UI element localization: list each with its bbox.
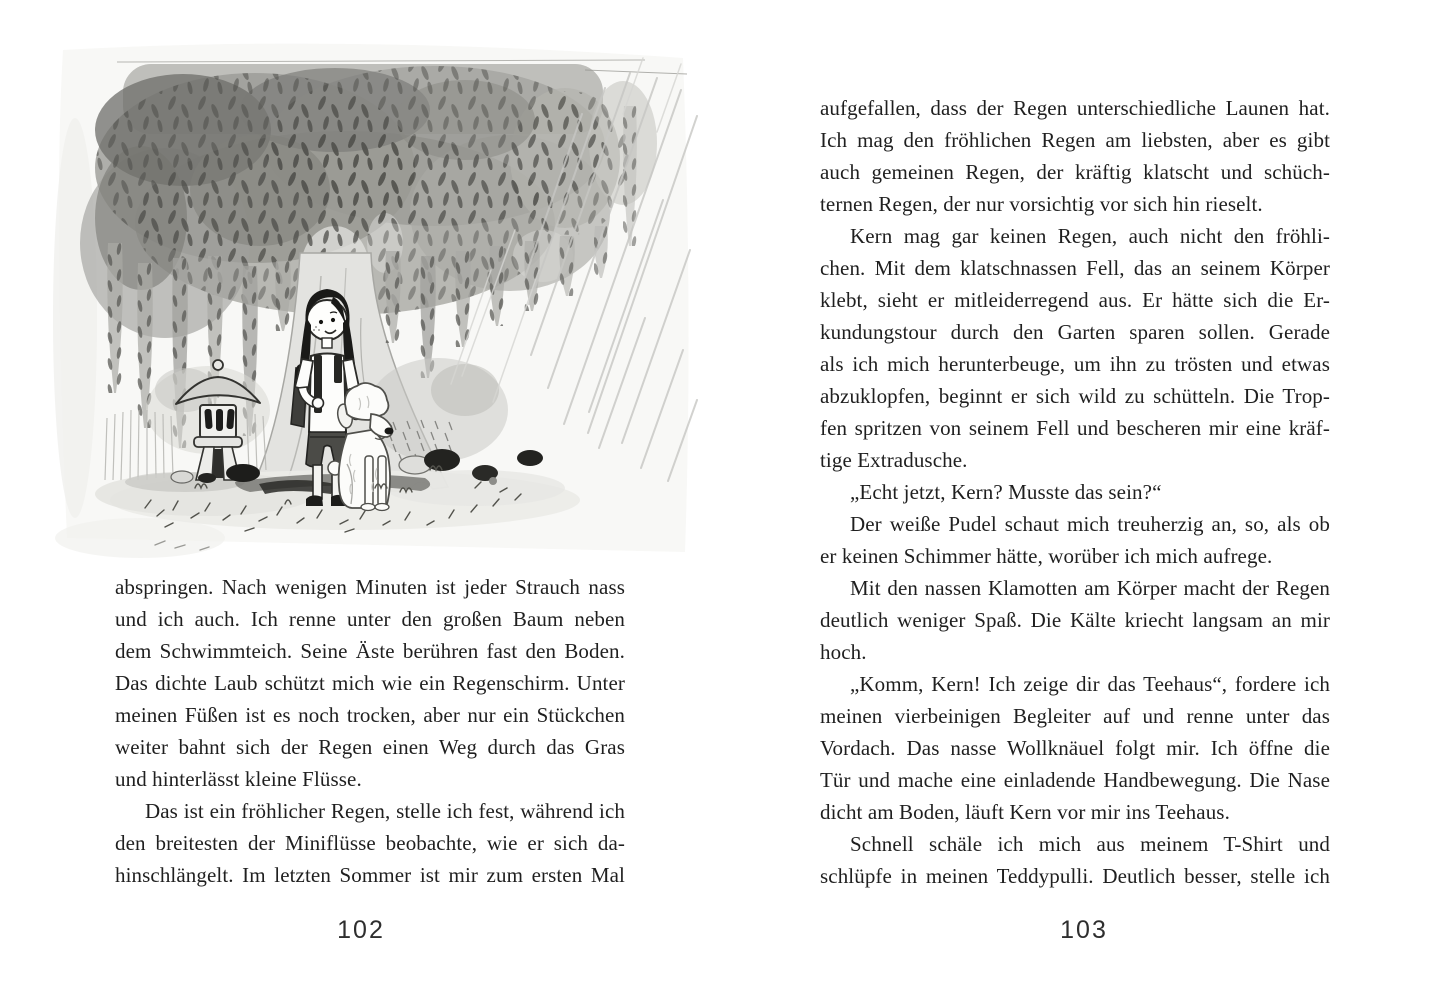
text-line: meinen Füßen ist es noch trocken, aber nur ein Stückchen (115, 703, 625, 727)
dark-rock (198, 473, 216, 483)
text-line: Das dichte Laub schützt mich wie ein Regenschirm. Unter (115, 671, 625, 695)
girl-strap-right (334, 355, 342, 383)
text-line: dicht am Boden, läuft Kern vor mir ins Teehaus. (820, 800, 1230, 824)
right-page (723, 0, 1445, 1001)
girl-leg-left (313, 465, 322, 499)
text-line: Mit den nassen Klamotten am Körper macht der Regen (850, 576, 1330, 600)
text-line: ternen Regen, der nur vorsichtig vor sich hin rieselt. (820, 192, 1263, 216)
text-line: er keinen Schimmer hätte, worüber ich mich aufrege. (820, 544, 1273, 568)
text-line: Vordach. Das nasse Wollknäuel folgt mir. Ich öffne die (820, 736, 1330, 760)
dog-head (345, 383, 389, 420)
text-line: tige Extradusche. (820, 448, 968, 472)
text-line: abspringen. Nach wenigen Minuten ist jeder Strauch nass (115, 575, 625, 599)
dog-leg-front (378, 456, 386, 506)
text-line: chen. Mit dem klatschnassen Fell, das an seinem Körper (820, 256, 1330, 280)
girl-neck (322, 338, 332, 348)
text-line: klebt, sieht er mitleiderregend aus. Er hätte sich die Er- (820, 288, 1330, 312)
right-page-text (820, 92, 1330, 892)
text-line: fen spritzen von seinem Fell und bescheren mir eine kräf- (820, 416, 1330, 440)
text-line: als ich mich herunterbeuge, um ihn zu trösten und etwas (820, 352, 1330, 376)
girl-hand-left (313, 398, 324, 409)
text-line: auch gemeinen Regen, der kräftig klatscht und schüch- (820, 160, 1330, 184)
text-line: kundungstour durch den Garten sparen sollen. Gerade (820, 320, 1330, 344)
text-line: weiter bahnt sich der Regen einen Weg durch das Gras (115, 735, 625, 759)
dog-nose (385, 428, 394, 435)
left-page-number: 102 (337, 916, 385, 944)
text-line: Ich mag den fröhlichen Regen am liebsten, aber es gibt (820, 128, 1330, 152)
text-line: Schnell schäle ich mich aus meinem T-Shirt und (850, 832, 1330, 856)
dark-rock (226, 464, 260, 482)
text-line: schlüpfe in meinen Teddypulli. Deutlich besser, stelle ich (820, 864, 1330, 888)
text-line: dem Schwimmteich. Seine Äste berühren fast den Boden. (115, 639, 625, 663)
text-line: aufgefallen, dass der Regen unterschiedliche Launen hat. (820, 96, 1330, 120)
right-page-number: 103 (1060, 916, 1108, 944)
text-line: hinschlängelt. Im letzten Sommer ist mir zum ersten Mal (115, 863, 625, 887)
text-line: und ich auch. Ich renne unter den großen Baum neben (115, 607, 625, 631)
text-line: abzuklopfen, beginnt er sich wild zu schütteln. Die Trop- (820, 384, 1330, 408)
text-line: den breitesten der Miniflüsse beobachte, wie er sich da- (115, 831, 625, 855)
left-page-text (115, 571, 625, 891)
text-line: hoch. (820, 640, 867, 664)
text-line: Das ist ein fröhlicher Regen, stelle ich fest, während ich (145, 799, 625, 823)
text-line: deutlich weniger Spaß. Die Kälte kriecht langsam an mir (820, 608, 1330, 632)
text-line: „Echt jetzt, Kern? Musste das sein?“ (850, 480, 1162, 504)
text-line: und hinterlässt kleine Flüsse. (115, 767, 362, 791)
dog-leg-front (365, 456, 373, 506)
text-line: „Komm, Kern! Ich zeige dir das Teehaus“, fordere ich (850, 672, 1330, 696)
left-page (0, 0, 722, 1001)
light-rock (171, 471, 193, 483)
text-line: Tür und mache eine einladende Handbewegung. Die Nase (820, 768, 1330, 792)
text-line: Der weiße Pudel schaut mich treuherzig an, so, als ob (850, 512, 1330, 536)
text-line: Kern mag gar keinen Regen, auch nicht den fröhli- (850, 224, 1330, 248)
illustration (45, 18, 705, 568)
text-line: meinen vierbeinigen Begleiter auf und renne unter das (820, 704, 1330, 728)
